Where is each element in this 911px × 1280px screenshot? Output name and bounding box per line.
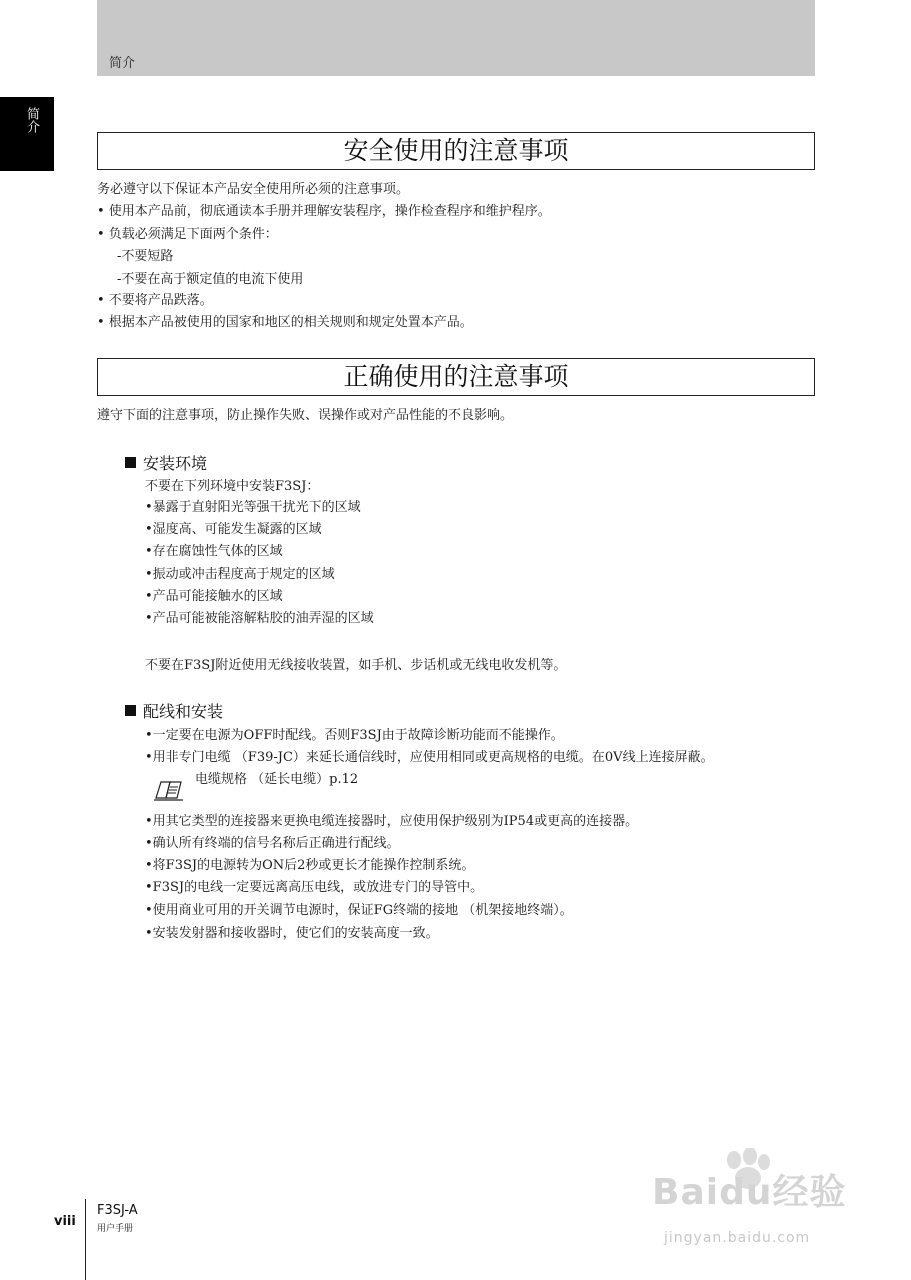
safety-subitem: -不要在高于额定值的电流下使用 (117, 272, 304, 287)
safety-item: • 不要将产品跌落。 (97, 293, 213, 308)
square-bullet-icon (125, 705, 136, 716)
install-env-heading (125, 454, 207, 474)
footer-model: F3SJ-A (97, 1203, 138, 1218)
install-env-note: 不要在F3SJ附近使用无线接收装置，如手机、步话机或无线电收发机等。 (145, 658, 567, 673)
section-title-safety: 安全使用的注意事项 (97, 132, 815, 170)
wiring-item: •使用商业可用的开关调节电源时，保证FG终端的接地 （机架接地终端）。 (145, 903, 573, 918)
safety-item: • 负载必须满足下面两个条件： (97, 227, 278, 242)
page-number: viii (54, 1214, 76, 1229)
wiring-item: •F3SJ的电线一定要远离高压电线，或放进专门的导管中。 (145, 880, 484, 895)
safety-item: • 根据本产品被使用的国家和地区的相关规则和规定处置本产品。 (97, 315, 473, 330)
install-env-item: •暴露于直射阳光等强干扰光下的区域 (145, 500, 361, 515)
section-title-correct-use: 正确使用的注意事项 (97, 358, 815, 396)
side-tab (0, 97, 54, 171)
install-env-lead: 不要在下列环境中安装F3SJ： (145, 479, 320, 494)
safety-subitem: -不要短路 (117, 249, 174, 264)
wiring-heading-text: 配线和安装 (143, 702, 224, 721)
wiring-item: •确认所有终端的信号名称后正确进行配线。 (145, 836, 400, 851)
footer-manual: 用户手册 (97, 1224, 134, 1234)
correct-use-intro: 遵守下面的注意事项，防止操作失败、误操作或对产品性能的不良影响。 (97, 408, 514, 423)
install-env-item: •振动或冲击程度高于规定的区域 (145, 567, 335, 582)
wiring-item: •用非专门电缆 （F39-JC）来延长通信线时，应使用相同或更高规格的电缆。在0V线上连接屏蔽。 (145, 750, 714, 765)
side-tab-label: 简介 (24, 107, 39, 133)
install-env-heading-text: 安装环境 (143, 454, 208, 473)
install-env-item: •湿度高、可能发生凝露的区域 (145, 522, 322, 537)
install-env-item: •产品可能接触水的区域 (145, 589, 283, 604)
watermark-brand: Baidu经验 (652, 1172, 847, 1213)
safety-item: • 使用本产品前，彻底通读本手册并理解安装程序，操作检查程序和维护程序。 (97, 204, 551, 219)
install-env-item: •产品可能被能溶解粘胶的油弄湿的区域 (145, 611, 374, 626)
footer-divider (85, 1199, 86, 1280)
safety-intro: 务必遵守以下保证本产品安全使用所必须的注意事项。 (97, 182, 410, 197)
header-label: 简介 (109, 56, 136, 71)
install-env-item: •存在腐蚀性气体的区域 (145, 544, 283, 559)
wiring-item: •一定要在电源为OFF时配线。否则F3SJ由于故障诊断功能而不能操作。 (145, 728, 564, 743)
wiring-item: •将F3SJ的电源转为ON后2秒或更长才能操作控制系统。 (145, 858, 475, 873)
square-bullet-icon (125, 457, 136, 468)
wiring-reference[interactable]: 电缆规格 （延长电缆）p.12 (195, 772, 359, 787)
wiring-item: •安装发射器和接收器时，使它们的安装高度一致。 (145, 926, 439, 941)
header-band (97, 0, 815, 76)
watermark-url: jingyan.baidu.com (664, 1230, 811, 1246)
wiring-heading (125, 702, 223, 722)
book-reference-icon (152, 776, 186, 802)
wiring-item: •用其它类型的连接器来更换电缆连接器时，应使用保护级别为IP54或更高的连接器。 (145, 814, 639, 829)
